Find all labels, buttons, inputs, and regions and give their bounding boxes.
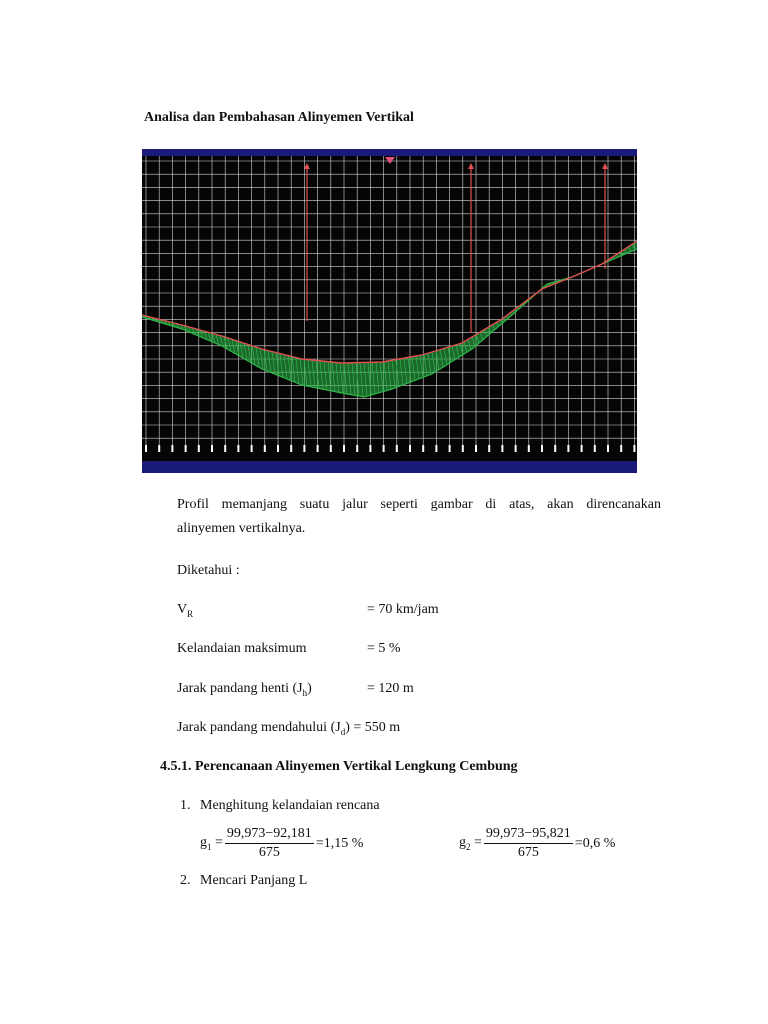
station-tick	[277, 445, 279, 452]
page-heading: Analisa dan Pembahasan Alinyemen Vertikal	[144, 110, 414, 125]
formula-fraction	[484, 826, 573, 861]
formula-result: =0,6 %	[574, 835, 616, 851]
given-row-label: Kelandaian maksimum	[177, 641, 307, 656]
station-tick	[462, 445, 464, 452]
station-tick	[264, 445, 266, 452]
given-row-value: = 120 m	[367, 681, 414, 696]
station-tick	[185, 445, 187, 452]
station-tick	[198, 445, 200, 452]
given-row-label: Jarak pandang henti $(J_h)$	[177, 681, 312, 698]
given-row-label: $V_R$	[177, 602, 194, 619]
section-heading: 4.5.1. Perencanaan Alinyemen Vertikal Lengkung Cembung	[160, 759, 518, 774]
station-tick	[607, 445, 609, 452]
station-tick	[396, 445, 398, 452]
step-number: 1.	[180, 798, 191, 813]
given-label: Diketahui :	[177, 563, 240, 578]
given-row-value: = 70 km/jam	[367, 602, 439, 617]
station-tick	[369, 445, 371, 452]
given-row-max-grade	[177, 641, 401, 658]
station-tick	[515, 445, 517, 452]
station-tick	[409, 445, 411, 452]
station-tick	[343, 445, 345, 452]
given-row-stopping-distance	[177, 681, 414, 698]
station-tick	[594, 445, 596, 452]
formula-result: =1,15 %	[315, 835, 364, 851]
figure-top-band	[142, 149, 637, 156]
station-tick	[145, 445, 147, 452]
given-row-speed	[177, 602, 439, 619]
longitudinal-profile-figure	[142, 149, 637, 473]
station-tick	[567, 445, 569, 452]
given-row-label: Jarak pandang mendahului $(J_d)$	[177, 720, 350, 737]
station-tick	[171, 445, 173, 452]
formula-g2	[459, 826, 615, 861]
formula-lhs: $g_2$ =	[459, 835, 482, 852]
intro-paragraph-line-2: alinyemen vertikalnya.	[177, 521, 306, 536]
intro-paragraph-line-1: Profil memanjang suatu jalur seperti gambar di atas, akan direncanakan	[177, 497, 661, 512]
formula-numerator: 99,973−95,821	[484, 826, 573, 844]
station-tick	[251, 445, 253, 452]
station-tick	[475, 445, 477, 452]
formula-g1	[200, 826, 363, 861]
station-tick	[528, 445, 530, 452]
step-text: Menghitung kelandaian rencana	[200, 798, 380, 813]
station-tick	[422, 445, 424, 452]
station-tick	[488, 445, 490, 452]
station-tick	[158, 445, 160, 452]
formula-denominator: 675	[258, 845, 280, 860]
station-tick	[224, 445, 226, 452]
given-row-passing-distance	[177, 720, 400, 737]
station-tick	[581, 445, 583, 452]
given-row-value: = 5 %	[367, 641, 401, 656]
station-tick	[290, 445, 292, 452]
formula-denominator: 675	[517, 845, 539, 860]
station-tick	[554, 445, 556, 452]
station-tick	[449, 445, 451, 452]
station-tick	[541, 445, 543, 452]
station-tick	[435, 445, 437, 452]
step-2	[180, 873, 307, 889]
step-1	[180, 798, 380, 814]
formula-numerator: 99,973−92,181	[225, 826, 314, 844]
figure-background	[142, 149, 637, 473]
station-tick	[501, 445, 503, 452]
figure-bottom-band	[142, 461, 637, 473]
station-tick	[317, 445, 319, 452]
station-tick	[633, 445, 635, 452]
station-tick	[383, 445, 385, 452]
station-tick	[303, 445, 305, 452]
intro-paragraph	[177, 493, 661, 541]
station-tick	[620, 445, 622, 452]
station-tick	[356, 445, 358, 452]
given-row-value: = 550 m	[353, 720, 401, 735]
station-tick	[211, 445, 213, 452]
step-number: 2.	[180, 873, 191, 888]
step-text: Mencari Panjang L	[200, 873, 308, 888]
station-tick	[330, 445, 332, 452]
formula-fraction	[225, 826, 314, 861]
station-tick	[237, 445, 239, 452]
formula-lhs: $g_1$ =	[200, 835, 223, 852]
